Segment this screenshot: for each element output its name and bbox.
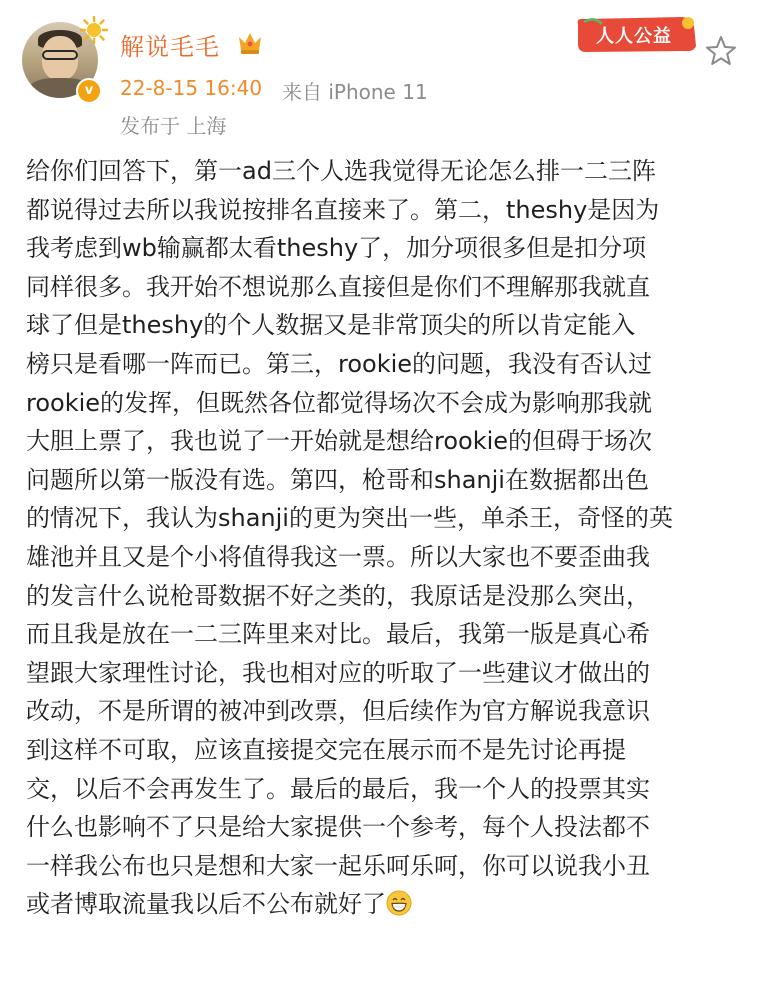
star-icon[interactable] xyxy=(704,34,738,68)
post-line: 到这样不可取，应该直接提交完在展示而不是先讨论再提 xyxy=(26,735,626,764)
post-line: 给你们回答下，第一ad三个人选我觉得无论怎么排一二三阵 xyxy=(26,157,656,185)
post-line: 都说得过去所以我说按排名直接来了。第二，theshy是因为 xyxy=(26,195,660,224)
verified-icon: v xyxy=(76,78,102,104)
post-line: 而且我是放在一二三阵里来对比。最后，我第一版是真心希 xyxy=(26,620,650,649)
crown-icon xyxy=(236,29,264,55)
post-line: 大胆上票了，我也说了一开始就是想给rookie的但碍于场次 xyxy=(26,427,653,456)
post-line: 的发言什么说枪哥数据不好之类的，我原话是没那么突出， xyxy=(26,581,650,610)
post-location: 发布于 上海 xyxy=(120,114,227,138)
post-line: 雄池并且又是个小将值得我这一票。所以大家也不要歪曲我 xyxy=(26,542,650,571)
sun-icon xyxy=(80,16,108,44)
post-line: 交，以后不会再发生了。最后的最后，我一个人的投票其实 xyxy=(26,774,650,803)
post-line: 或者博取流量我以后不公布就好了 xyxy=(26,890,386,919)
charity-badge-label: 人人公益 xyxy=(596,26,672,47)
post-line: 的情况下，我认为shanji的更为突出一些，单杀王，奇怪的英 xyxy=(26,504,673,533)
avatar[interactable] xyxy=(22,22,98,98)
username[interactable]: 解说毛毛 xyxy=(120,33,220,61)
post-line: 我考虑到wb输赢都太看theshy了，加分项很多但是扣分项 xyxy=(26,234,647,263)
post-time: 22-8-15 16:40 xyxy=(120,76,263,100)
post-line: 改动，不是所谓的被冲到改票，但后续作为官方解说我意识 xyxy=(26,697,650,726)
post-line: 同样很多。我开始不想说那么直接但是你们不理解那我就直 xyxy=(26,272,650,301)
post-line: 什么也影响不了只是给大家提供一个参考，每个人投法都不 xyxy=(26,813,650,842)
post-source: 来自 iPhone 11 xyxy=(282,80,428,104)
post-line: 榜只是看哪一阵而已。第三，rookie的问题，我没有否认过 xyxy=(26,349,653,378)
post-line: 球了但是theshy的个人数据又是非常顶尖的所以肯定能入 xyxy=(26,311,636,340)
grinning-emoji-icon xyxy=(386,890,412,916)
post-body xyxy=(26,152,738,924)
post-header xyxy=(0,0,760,140)
post-line: rookie的发挥，但既然各位都觉得场次不会成为影响那我就 xyxy=(26,388,653,417)
post-last-line xyxy=(26,885,738,924)
post-line: 一样我公布也只是想和大家一起乐呵乐呵，你可以说我小丑 xyxy=(26,851,650,880)
post-line: 望跟大家理性讨论，我也相对应的听取了一些建议才做出的 xyxy=(26,658,650,687)
post-line: 问题所以第一版没有选。第四，枪哥和shanji在数据都出色 xyxy=(26,465,649,494)
